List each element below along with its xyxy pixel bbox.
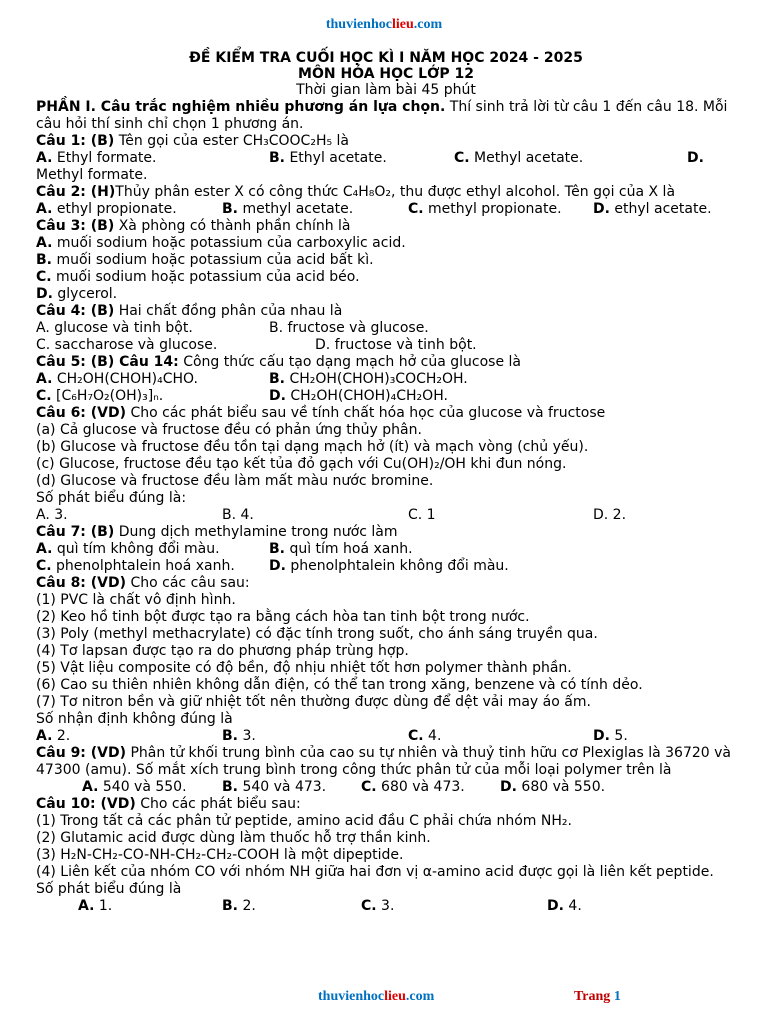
q1-option-d[interactable]: Methyl formate. — [36, 167, 148, 183]
q1-stem — [36, 133, 736, 150]
q5-d-label: D. — [269, 388, 286, 404]
q5-b-label: B. — [269, 371, 285, 387]
q7-option-b[interactable]: quì tím hoá xanh. — [289, 541, 413, 557]
q4-text: Hai chất đồng phân của nhau là — [114, 303, 343, 319]
q10-ask: Số phát biểu đúng là — [36, 881, 182, 897]
document-body — [36, 50, 736, 915]
q5-options-row1 — [36, 371, 736, 388]
q7-d-label: D. — [269, 558, 286, 574]
q5-a-label: A. — [36, 371, 53, 387]
q2-option-d[interactable]: ethyl acetate. — [614, 201, 712, 217]
q10-option-c[interactable]: 3. — [381, 898, 395, 914]
q1-b-label: B. — [269, 150, 285, 166]
q10-options — [36, 898, 736, 915]
q6-statement-c: (c) Glucose, fructose đều tạo kết tủa đỏ gạch với Cu(OH)₂/OH khi đun nóng. — [36, 456, 567, 472]
q4-option-d[interactable]: D. fructose và tinh bột. — [315, 337, 477, 353]
q2-d-label: D. — [593, 201, 610, 217]
q9-option-b[interactable]: 540 và 473. — [242, 779, 327, 795]
subject-title: MÔN HÓA HỌC LỚP 12 — [298, 66, 474, 82]
q1-option-b[interactable]: Ethyl acetate. — [289, 150, 387, 166]
q6-label: Câu 6: (VD) — [36, 405, 127, 421]
q9-a-label: A. — [82, 779, 99, 795]
q1-option-c[interactable]: Methyl acetate. — [474, 150, 584, 166]
q7-a-label: A. — [36, 541, 53, 557]
q7-stem — [36, 524, 736, 541]
q3-text: Xà phòng có thành phần chính là — [114, 218, 351, 234]
q6-option-d[interactable]: D. 2. — [593, 507, 627, 523]
q6-ask: Số phát biểu đúng là: — [36, 490, 187, 506]
q3-option-c[interactable] — [36, 269, 736, 286]
q4-option-c[interactable]: C. saccharose và glucose. — [36, 337, 218, 353]
q3-b-text: muối sodium hoặc potassium của acid bất kì. — [56, 252, 374, 268]
q10-text: Cho các phát biểu sau: — [135, 796, 301, 812]
q6-options — [36, 507, 736, 524]
q10-statement-1: (1) Trong tất cả các phân tử peptide, amino acid đầu C phải chứa nhóm NH₂. — [36, 813, 572, 829]
q5-option-c[interactable]: [C₆H₇O₂(OH)₃]ₙ. — [56, 388, 164, 404]
q6-option-a[interactable]: A. 3. — [36, 507, 68, 523]
header-site — [0, 16, 768, 33]
footer-site-part1: thuvienhoc — [318, 989, 385, 1004]
part1-instruction: Thí sinh trả lời từ câu 1 đến câu 18. Mỗi câu hỏi thí sinh chỉ chọn 1 phương án. — [36, 99, 728, 132]
footer — [0, 988, 768, 1006]
q10-statement-3: (3) H₂N-CH₂-CO-NH-CH₂-CH₂-COOH là một dipeptide. — [36, 847, 404, 863]
page-label: Trang — [574, 989, 611, 1004]
q8-option-d[interactable]: 5. — [614, 728, 628, 744]
q8-statement-3: (3) Poly (methyl methacrylate) có đặc tính trong suốt, cho ánh sáng truyền qua. — [36, 626, 598, 642]
q10-a-label: A. — [78, 898, 95, 914]
q5-option-a[interactable]: CH₂OH(CHOH)₄CHO. — [56, 371, 198, 387]
q10-statement-2: (2) Glutamic acid được dùng làm thuốc hỗ trợ thần kinh. — [36, 830, 431, 846]
q8-option-b[interactable]: 3. — [242, 728, 256, 744]
q8-options — [36, 728, 736, 745]
q3-option-d[interactable] — [36, 286, 736, 303]
q1-c-label: C. — [454, 150, 470, 166]
time-limit: Thời gian làm bài 45 phút — [296, 82, 476, 98]
q8-option-c[interactable]: 4. — [428, 728, 442, 744]
q10-b-label: B. — [222, 898, 238, 914]
q2-option-a[interactable]: ethyl propionate. — [56, 201, 177, 217]
q8-statement-7: (7) Tơ nitron bền và giữ nhiệt tốt nên thường được dùng để dệt vải may áo ấm. — [36, 694, 591, 710]
q3-c-label: C. — [36, 269, 52, 285]
q6-statement-b: (b) Glucose và fructose đều tồn tại dạng mạch hở (ít) và mạch vòng (chủ yếu). — [36, 439, 589, 455]
q6-stem — [36, 405, 736, 422]
q9-c-label: C. — [361, 779, 377, 795]
q5-options-row2 — [36, 388, 736, 405]
page-number — [574, 988, 621, 1005]
q9-label: Câu 9: (VD) — [36, 745, 127, 761]
q10-option-b[interactable]: 2. — [242, 898, 256, 914]
q1-label: Câu 1: (B) — [36, 133, 115, 149]
q4-options-row2 — [36, 337, 736, 354]
q9-d-label: D. — [500, 779, 517, 795]
site-part2: lieu — [391, 17, 414, 32]
q9-b-label: B. — [222, 779, 238, 795]
q6-option-c[interactable]: C. 1 — [408, 507, 436, 523]
q6-text: Cho các phát biểu sau về tính chất hóa học của glucose và fructose — [126, 405, 606, 421]
q1-d-label: D. — [687, 150, 704, 166]
q5-option-d[interactable]: CH₂OH(CHOH)₄CH₂OH. — [290, 388, 448, 404]
q5-text: Công thức cấu tạo dạng mạch hở của glucose là — [178, 354, 521, 370]
q7-b-label: B. — [269, 541, 285, 557]
q7-label: Câu 7: (B) — [36, 524, 115, 540]
q4-label: Câu 4: (B) — [36, 303, 115, 319]
footer-site-part2: lieu — [384, 989, 406, 1004]
q10-statement-4: (4) Liên kết của nhóm CO với nhóm NH giữa hai đơn vị α-amino acid được gọi là liên kết peptide. — [36, 864, 714, 880]
q8-statement-2: (2) Keo hồ tinh bột được tạo ra bằng cách hòa tan tinh bột trong nước. — [36, 609, 530, 625]
q3-b-label: B. — [36, 252, 52, 268]
q10-option-a[interactable]: 1. — [98, 898, 113, 914]
part1-intro — [36, 99, 736, 133]
q7-c-label: C. — [36, 558, 52, 574]
q9-option-c[interactable]: 680 và 473. — [381, 779, 465, 795]
site-part3: .com — [413, 17, 443, 32]
q3-option-b[interactable] — [36, 252, 736, 269]
q3-stem — [36, 218, 736, 235]
q7-options-row1 — [36, 541, 736, 558]
q2-c-label: C. — [408, 201, 424, 217]
q3-label: Câu 3: (B) — [36, 218, 115, 234]
q1-option-a[interactable]: Ethyl formate. — [56, 150, 157, 166]
q8-ask: Số nhận định không đúng là — [36, 711, 233, 727]
q8-a-label: A. — [36, 728, 53, 744]
q5-option-b[interactable]: CH₂OH(CHOH)₃COCH₂OH. — [289, 371, 468, 387]
q1-a-label: A. — [36, 150, 53, 166]
q9-option-a[interactable]: 540 và 550. — [102, 779, 187, 795]
q5-label: Câu 5: (B) Câu 14: — [36, 354, 179, 370]
q8-statement-4: (4) Tơ lapsan được tạo ra do phương pháp trùng hợp. — [36, 643, 409, 659]
q1-options — [36, 150, 736, 167]
q7-text: Dung dịch methylamine trong nước làm — [114, 524, 398, 540]
q2-option-c[interactable]: methyl propionate. — [428, 201, 562, 217]
q6-option-b[interactable]: B. 4. — [222, 507, 254, 523]
q9-stem — [36, 745, 736, 779]
q8-statement-6: (6) Cao su thiên nhiên không dẫn điện, có thể tan trong xăng, benzene và có tính dẻo. — [36, 677, 643, 693]
q7-option-a[interactable]: quì tím không đổi màu. — [56, 541, 220, 557]
q8-statement-5: (5) Vật liệu composite có độ bền, độ nhịu nhiệt tốt hơn polymer thành phần. — [36, 660, 572, 676]
q7-option-c[interactable]: phenolphtalein hoá xanh. — [56, 558, 235, 574]
q10-d-label: D. — [547, 898, 564, 914]
q3-c-text: muối sodium hoặc potassium của acid béo. — [56, 269, 360, 285]
site-part1: thuvienhoc — [325, 17, 392, 32]
q8-option-a[interactable]: 2. — [56, 728, 71, 744]
q10-c-label: C. — [361, 898, 377, 914]
q3-option-a[interactable] — [36, 235, 736, 252]
q3-d-text: glycerol. — [57, 286, 118, 302]
q9-text: Phân tử khối trung bình của cao su tự nhiên và thuỷ tinh hữu cơ Plexiglas là 36720 và 47300 (amu). Số mắt xích trung bình trong công thức phân tử của mỗi loại polymer trên là — [36, 745, 731, 778]
q8-d-label: D. — [593, 728, 610, 744]
q8-c-label: C. — [408, 728, 424, 744]
q5-c-label: C. — [36, 388, 52, 404]
q8-label: Câu 8: (VD) — [36, 575, 127, 591]
q10-stem — [36, 796, 736, 813]
part1-heading: PHẦN I. Câu trắc nghiệm nhiều phương án lựa chọn. — [36, 99, 446, 115]
q6-statement-a: (a) Cả glucose và fructose đều có phản ứng thủy phân. — [36, 422, 422, 438]
q8-stem — [36, 575, 736, 592]
q2-label: Câu 2: (H) — [36, 184, 116, 200]
q7-options-row2 — [36, 558, 736, 575]
q9-options — [36, 779, 736, 796]
footer-site[interactable] — [318, 988, 434, 1005]
q7-option-d[interactable]: phenolphtalein không đổi màu. — [290, 558, 509, 574]
exam-title: ĐỀ KIỂM TRA CUỐI HỌC KÌ I NĂM HỌC 2024 - 2025 — [189, 50, 583, 66]
q4-option-a[interactable]: A. glucose và tinh bột. — [36, 320, 193, 336]
q10-option-d[interactable]: 4. — [568, 898, 582, 914]
q4-stem — [36, 303, 736, 320]
q2-a-label: A. — [36, 201, 53, 217]
q4-option-b[interactable]: B. fructose và glucose. — [269, 320, 429, 336]
q2-options — [36, 201, 736, 218]
q8-statement-1: (1) PVC là chất vô định hình. — [36, 592, 236, 608]
q3-a-text: muối sodium hoặc potassium của carboxylic acid. — [56, 235, 406, 251]
q10-label: Câu 10: (VD) — [36, 796, 136, 812]
q2-text: Thủy phân ester X có công thức C₄H₈O₂, thu được ethyl alcohol. Tên gọi của X là — [115, 184, 676, 200]
q3-a-label: A. — [36, 235, 53, 251]
footer-site-part3: .com — [405, 989, 435, 1004]
page-num: 1 — [613, 989, 621, 1004]
q2-option-b[interactable]: methyl acetate. — [242, 201, 354, 217]
q9-option-d[interactable]: 680 và 550. — [521, 779, 606, 795]
q1-text: Tên gọi của ester CH₃COOC₂H₅ là — [114, 133, 350, 149]
q2-b-label: B. — [222, 201, 238, 217]
q3-d-label: D. — [36, 286, 53, 302]
q8-text: Cho các câu sau: — [126, 575, 250, 591]
q6-statement-d: (d) Glucose và fructose đều làm mất màu nước bromine. — [36, 473, 434, 489]
q4-options-row1 — [36, 320, 736, 337]
q5-stem — [36, 354, 736, 371]
q2-stem — [36, 184, 736, 201]
q8-b-label: B. — [222, 728, 238, 744]
